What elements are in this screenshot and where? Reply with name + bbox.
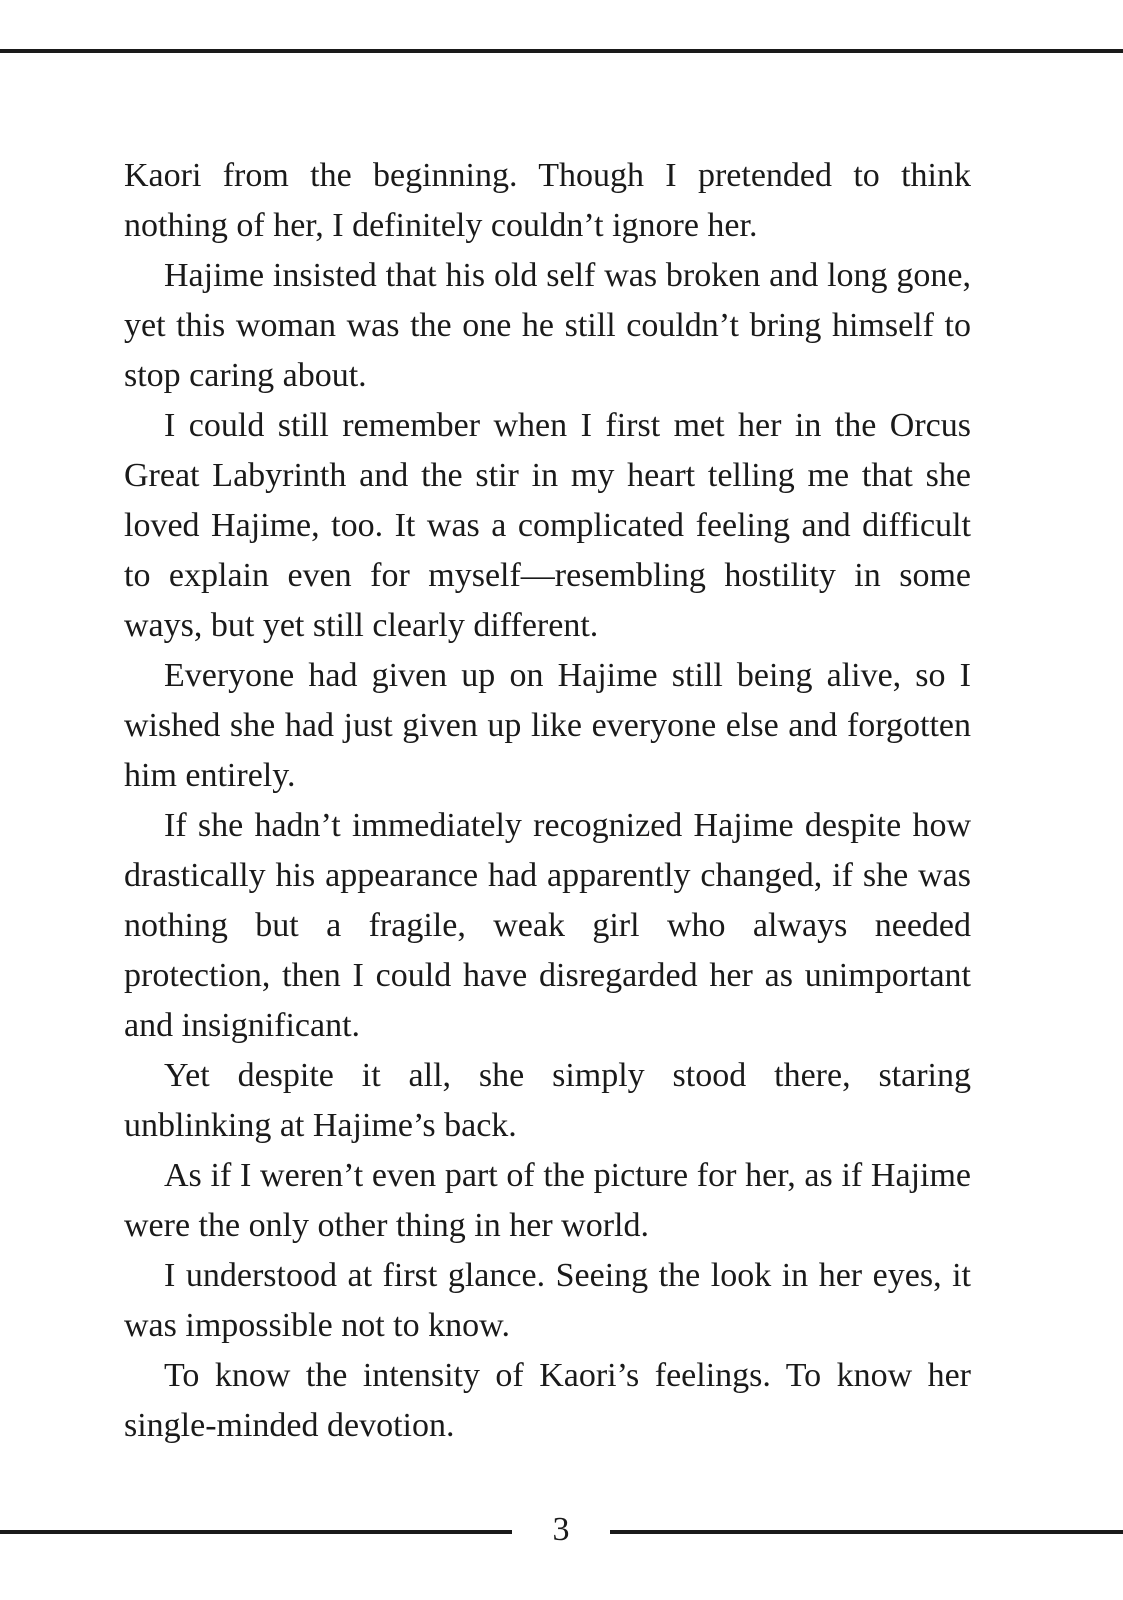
paragraph: Yet despite it all, she simply stood there, staring unblinking at Hajime’s back. [124, 1057, 971, 1144]
footer-rule-left [0, 1530, 512, 1534]
paragraph: Kaori from the beginning. Though I pretended to think nothing of her, I definitely couldn’t ignore her. [124, 157, 971, 244]
top-rule [0, 49, 1123, 53]
page-footer [0, 1508, 1123, 1552]
paragraph: I could still remember when I first met her in the Orcus Great Labyrinth and the stir in my heart telling me that she loved Hajime, too. It was a complicated feeling and difficult to explain even for myself—resembling hostility in some ways, but yet still clearly different. [124, 407, 971, 644]
paragraph: Hajime insisted that his old self was broken and long gone, yet this woman was the one he still couldn’t bring himself to stop caring about. [124, 257, 971, 394]
page-number: 3 [552, 1511, 570, 1548]
footer-rule-right [610, 1530, 1123, 1534]
paragraph: If she hadn’t immediately recognized Hajime despite how drastically his appearance had apparently changed, if she was nothing but a fragile, weak girl who always needed protection, then I could have disregarded her as unimportant and insignificant. [124, 807, 971, 1044]
paragraph: To know the intensity of Kaori’s feelings. To know her single-minded devotion. [124, 1357, 971, 1444]
paragraph: As if I weren’t even part of the picture for her, as if Hajime were the only other thing in her world. [124, 1157, 971, 1244]
paragraph: Everyone had given up on Hajime still being alive, so I wished she had just given up like everyone else and forgotten him entirely. [124, 657, 971, 794]
page-body [124, 151, 971, 1451]
paragraph: I understood at first glance. Seeing the look in her eyes, it was impossible not to know. [124, 1257, 971, 1344]
